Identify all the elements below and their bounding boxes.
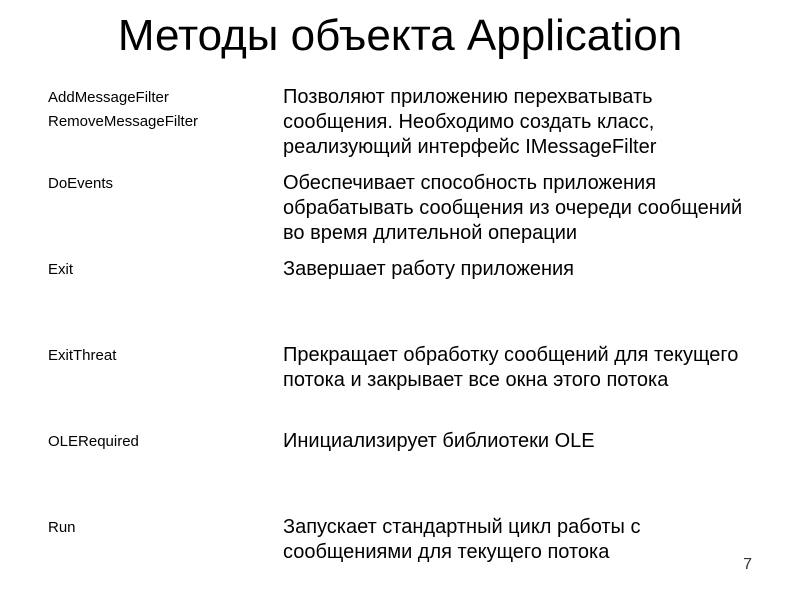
method-description: Позволяют приложению перехватывать сообщения. Необходимо создать класс, реализующий интерфейс IMessageFilter [283,86,657,158]
method-name-cell [40,338,280,424]
method-description: Инициализирует библиотеки OLE [283,430,595,452]
slide-title: Методы объекта Application [117,11,683,60]
method-description: Обеспечивает способность приложения обрабатывать сообщения из очереди сообщений во время длительной операции [283,172,743,244]
method-name-cell [40,252,280,338]
method-name-cell [40,80,280,166]
method-description: Прекращает обработку сообщений для текущего потока и закрывает все окна этого потока [283,344,739,391]
method-name: Run [48,519,76,536]
method-name: AddMessageFilter [48,89,169,106]
table-row [40,338,760,424]
page-number: 7 [743,556,752,573]
table-row [40,424,760,510]
method-description: Запускает стандартный цикл работы с сообщениями для текущего потока [283,516,641,563]
method-name: RemoveMessageFilter [48,113,199,130]
method-description: Завершает работу приложения [283,258,574,280]
method-name: ExitThreat [48,347,117,364]
table-row [40,252,760,338]
methods-table [40,80,760,596]
table-row [40,166,760,252]
table-row [40,510,760,596]
method-name-cell [40,510,280,596]
table-row [40,80,760,166]
method-name: OLERequired [48,433,139,450]
method-name-cell [40,424,280,510]
method-name: DoEvents [48,175,114,192]
method-name: Exit [48,261,74,278]
method-name-cell [40,166,280,252]
